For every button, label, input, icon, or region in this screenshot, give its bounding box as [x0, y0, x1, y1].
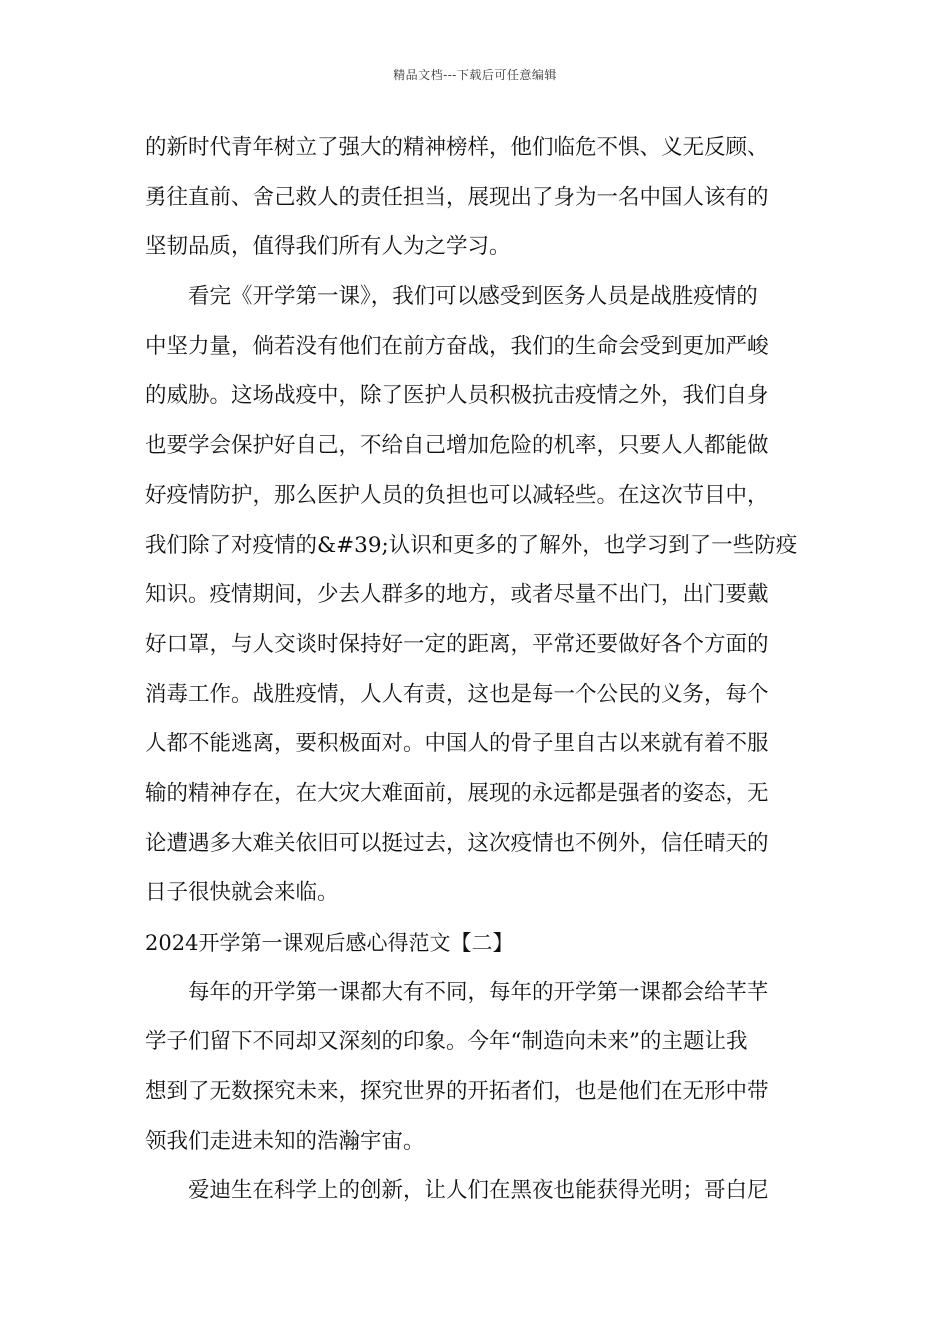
text-line: 的威胁。这场战疫中，除了医护人员积极抗击疫情之外，我们自身	[145, 383, 769, 409]
text-line: 也要学会保护好自己，不给自己增加危险的机率，只要人人都能做	[145, 433, 769, 459]
text-line: 每年的开学第一课都大有不同，每年的开学第一课都会给芊芊	[145, 979, 769, 1005]
text-line: 人都不能逃离，要积极面对。中国人的骨子里自古以来就有着不服	[145, 731, 769, 757]
text-line: 的新时代青年树立了强大的精神榜样，他们临危不惧、义无反顾、	[145, 135, 769, 160]
text-line: 勇往直前、舍己救人的责任担当，展现出了身为一名中国人该有的	[145, 184, 769, 210]
text-line: 中坚力量，倘若没有他们在前方奋战，我们的生命会受到更加严峻	[145, 333, 769, 359]
text-line: 知识。疫情期间，少去人群多的地方，或者尽量不出门，出门要戴	[145, 582, 769, 608]
text-line: 想到了无数探究未来，探究世界的开拓者们，也是他们在无形中带	[145, 1079, 769, 1105]
section-heading: 2024开学第一课观后感心得范文【二】	[145, 931, 514, 955]
text-line: 日子很快就会来临。	[145, 880, 339, 906]
text-line: 看完《开学第一课》，我们可以感受到医务人员是战胜疫情的	[145, 284, 758, 310]
text-line: 消毒工作。战胜疫情，人人有责，这也是每一个公民的义务，每个	[145, 681, 769, 707]
text-line: 领我们走进未知的浩瀚宇宙。	[145, 1128, 425, 1154]
text-line: 爱迪生在科学上的创新，让人们在黑夜也能获得光明；哥白尼	[145, 1178, 769, 1204]
page-header: 精品文档---下载后可任意编辑	[393, 68, 557, 82]
text-line: 好口罩，与人交谈时保持好一定的距离，平常还要做好各个方面的	[145, 631, 769, 657]
text-line: 论遭遇多大难关依旧可以挺过去，这次疫情也不例外，信任晴天的	[145, 830, 769, 856]
body-text	[145, 128, 809, 1221]
text-line: 好疫情防护，那么医护人员的负担也可以减轻些。在这次节目中，	[145, 482, 769, 508]
text-line: 学子们留下不同却又深刻的印象。今年“制造向未来”的主题让我	[145, 1029, 748, 1055]
text-line: 输的精神存在，在大灾大难面前，展现的永远都是强者的姿态，无	[145, 780, 769, 806]
text-line: 坚韧品质，值得我们所有人为之学习。	[145, 234, 511, 260]
text-line: 我们除了对疫情的&#39;认识和更多的了解外，也学习到了一些防疫	[145, 532, 798, 558]
